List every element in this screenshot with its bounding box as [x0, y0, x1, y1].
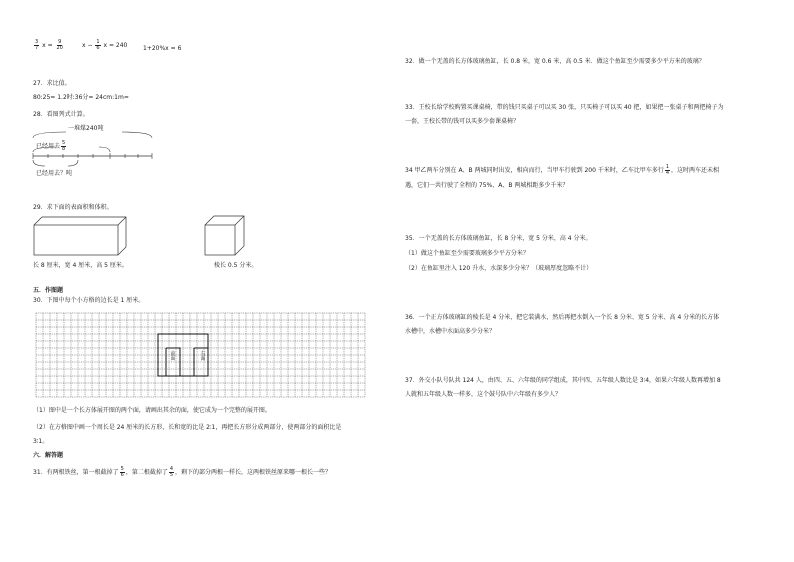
q28-used-question-label: 已经用去？吨 — [36, 170, 73, 177]
question-31: 31．有两根铁丝，第一根截掉了 $\frac{5}{6}$ ，第二根截掉了 $\frac{4}{5}$ ，剩下的部分两根一样长，这两根铁丝原来哪一根长一些？ — [33, 466, 332, 478]
q29-box1-caption: 长 8 厘米，宽 4 厘米，高 5 厘米。 — [33, 262, 128, 269]
question-36: 36．一个正方体玻璃缸的棱长是 4 分米，把它装满水，然后再把水倒入一个长 8 分米、宽 5 分米、高 4 分米的长方体水槽中，水槽中水面高多少分米？ — [405, 314, 720, 335]
equation-text: 1+20%x = 6 — [143, 45, 182, 52]
fraction: $\frac{3}{7}$ — [35, 39, 39, 51]
fraction: $\frac{9}{20}$ — [56, 39, 63, 51]
fraction: $\frac{1}{6}$ — [96, 39, 100, 51]
question-37: 37．外交小队号队共 124 人，由四、五、六年级的同学组成，其中四、五年级人数比是 3∶4，如果六年级人数再增加 8 人就和五年级人数一样多，这个鼓号队中六年级有多少人？ — [405, 377, 721, 398]
q28-total-label: 一堆煤240吨 — [68, 125, 104, 132]
equation-text: x = 240 — [103, 42, 128, 49]
question-27: 27．求比值。 — [33, 80, 71, 87]
section-6-heading: 六．解答题 — [33, 452, 64, 459]
question-30-sub2: （2）在方格图中画一个周长是 24 厘米的长方形，长和宽的比是 2∶1，再把长方形分成两部分，使两部分的面积比是 3∶1。 — [33, 424, 342, 445]
question-34: 34 甲乙两车分别在 A、B 两城同时出发，相向而行，当甲车行驶到 200 千米时，乙车比甲车多行 $\frac{1}{4}$ ，这时两车还未相遇，它们一共行驶了全程的 75%，A、B 两城相距多少千米？ — [405, 164, 720, 189]
question-27-items: 80:25= 1.2时:36分= 24cm:1m= — [33, 94, 129, 101]
equation-text: x − — [82, 42, 93, 49]
grid-face-right: 右面 — [200, 351, 206, 362]
q29-box2-caption: 棱长 0.5 分米。 — [214, 262, 258, 269]
question-29: 29．求下面的表面积和体积。 — [33, 204, 113, 211]
question-33: 33．王校长给学校购置买课桌椅，带的钱只买桌子可以买 30 张，只买椅子可以买 40 把，如果把一张桌子和两把椅子为一套，王校长带的钱可以买多少套课桌椅？ — [405, 104, 724, 125]
q28-used-fraction-label: 已经用去 $\frac{5}{8}$ — [36, 140, 66, 152]
question-30: 30．下图中每个小方格的边长是 1 厘米。 — [33, 297, 145, 304]
question-28: 28．看图列式计算。 — [33, 111, 89, 118]
grid-face-front: 前面 — [170, 351, 176, 362]
equation-text: x = — [42, 42, 53, 49]
question-35-sub2: （2）在鱼缸里注入 120 升水，水深多少分米？（玻璃厚度忽略不计） — [405, 265, 593, 272]
question-35-sub1: （1）做这个鱼缸至少需要玻璃多少平方分米？ — [405, 250, 529, 257]
section-5-heading: 五．作图题 — [33, 287, 64, 294]
question-30-sub1: （1）图中是一个长方体展开图的两个面，请画出其余的面，使它成为一个完整的展开图。 — [33, 407, 271, 414]
question-35: 35．一个无盖的长方体玻璃鱼缸，长 8 分米，宽 5 分米，高 4 分米。 — [405, 235, 592, 242]
question-32: 32．做一个无盖的长方体玻璃鱼缸，长 0.8 米，宽 0.6 米，高 0.5 米．做这个鱼缸至少需要多少平方米的玻璃？ — [405, 58, 705, 65]
